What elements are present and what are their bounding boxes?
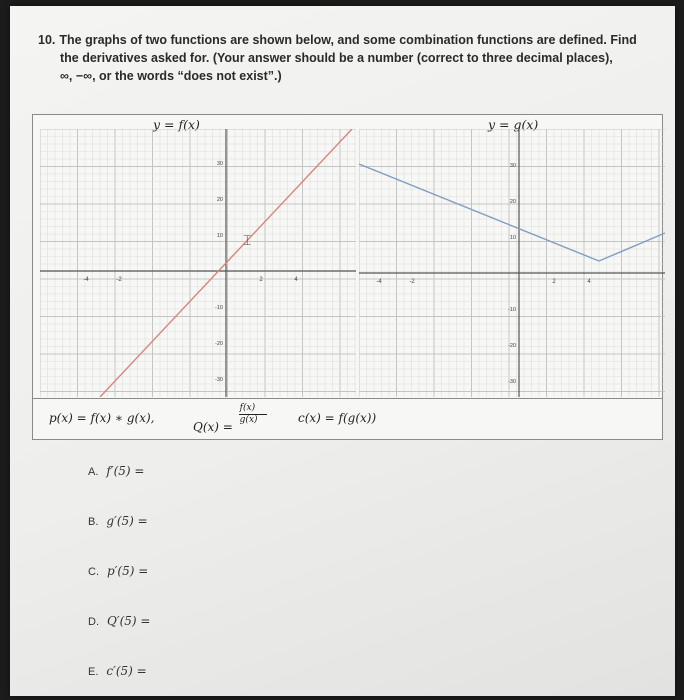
question-number: 10.: [38, 33, 56, 47]
question-text: [38, 31, 658, 85]
f-x-tick-label: -2: [116, 277, 122, 283]
function-definitions: [33, 398, 662, 439]
question-line-3: ∞, −∞, or the words “does not exist”.): [60, 69, 282, 83]
f-y-tick-label: -20: [215, 341, 223, 347]
f-graph: [40, 129, 356, 397]
c-definition: c(x) = f(g(x)): [298, 411, 377, 425]
answer-d-letter: D.: [88, 616, 99, 628]
answer-d: [88, 614, 150, 628]
g-y-tick-label: 20: [509, 199, 516, 205]
answer-e-letter: E.: [88, 666, 99, 678]
g-graph-title: y = g(x): [488, 117, 539, 132]
f-y-tick-label: 30: [216, 161, 223, 167]
answer-c-letter: C.: [88, 566, 99, 578]
f-y-tick-label: -10: [215, 305, 223, 311]
g-graph-line: [359, 164, 665, 261]
g-y-tick-label: -10: [508, 307, 516, 313]
f-x-tick-label: -4: [83, 277, 89, 283]
graphs-panel: [32, 114, 663, 440]
answer-a: [88, 464, 144, 478]
f-x-tick-label: 2: [259, 277, 263, 283]
answer-b-expr: g′(5) =: [106, 514, 148, 528]
answer-d-expr: Q′(5) =: [107, 614, 151, 628]
g-x-tick-label: 2: [552, 279, 556, 285]
g-x-tick-label: -2: [409, 279, 415, 285]
f-y-tick-label: 20: [216, 197, 223, 203]
g-y-tick-label: -30: [508, 379, 516, 385]
f-y-tick-label: -30: [215, 377, 223, 383]
answer-c-expr: p′(5) =: [107, 564, 149, 578]
answer-e-expr: c′(5) =: [106, 664, 147, 678]
g-y-tick-label: 10: [509, 235, 516, 241]
answer-b-letter: B.: [88, 516, 99, 528]
f-graph-title: y = f(x): [153, 117, 200, 132]
text-cursor-icon: ⌶: [243, 232, 252, 248]
q-definition: [193, 403, 271, 434]
q-left: Q(x) =: [193, 420, 233, 434]
f-y-tick-label: 10: [216, 233, 223, 239]
g-x-tick-label: -4: [376, 279, 382, 285]
answer-a-expr: f′(5) =: [106, 464, 145, 478]
question-line-2: the derivatives asked for. (Your answer should be a number (correct to three decimal places),: [60, 51, 613, 65]
g-x-tick-label: 4: [587, 279, 591, 285]
q-fraction: [237, 403, 271, 431]
f-x-tick-label: 4: [294, 277, 298, 283]
g-graph: [359, 129, 665, 397]
q-numerator: f(x): [239, 403, 256, 413]
q-denominator: g(x): [239, 415, 258, 425]
answer-c: [88, 564, 148, 578]
question-line-1: The graphs of two functions are shown below, and some combination functions are defined. Find: [59, 33, 637, 47]
g-y-tick-label: -20: [508, 343, 516, 349]
g-y-tick-label: 30: [509, 163, 516, 169]
answer-b: [88, 514, 148, 528]
answer-a-letter: A.: [88, 466, 99, 478]
answer-e: [88, 664, 147, 678]
p-definition: p(x) = f(x) ∗ g(x),: [49, 411, 155, 425]
worksheet-page: [10, 6, 675, 696]
